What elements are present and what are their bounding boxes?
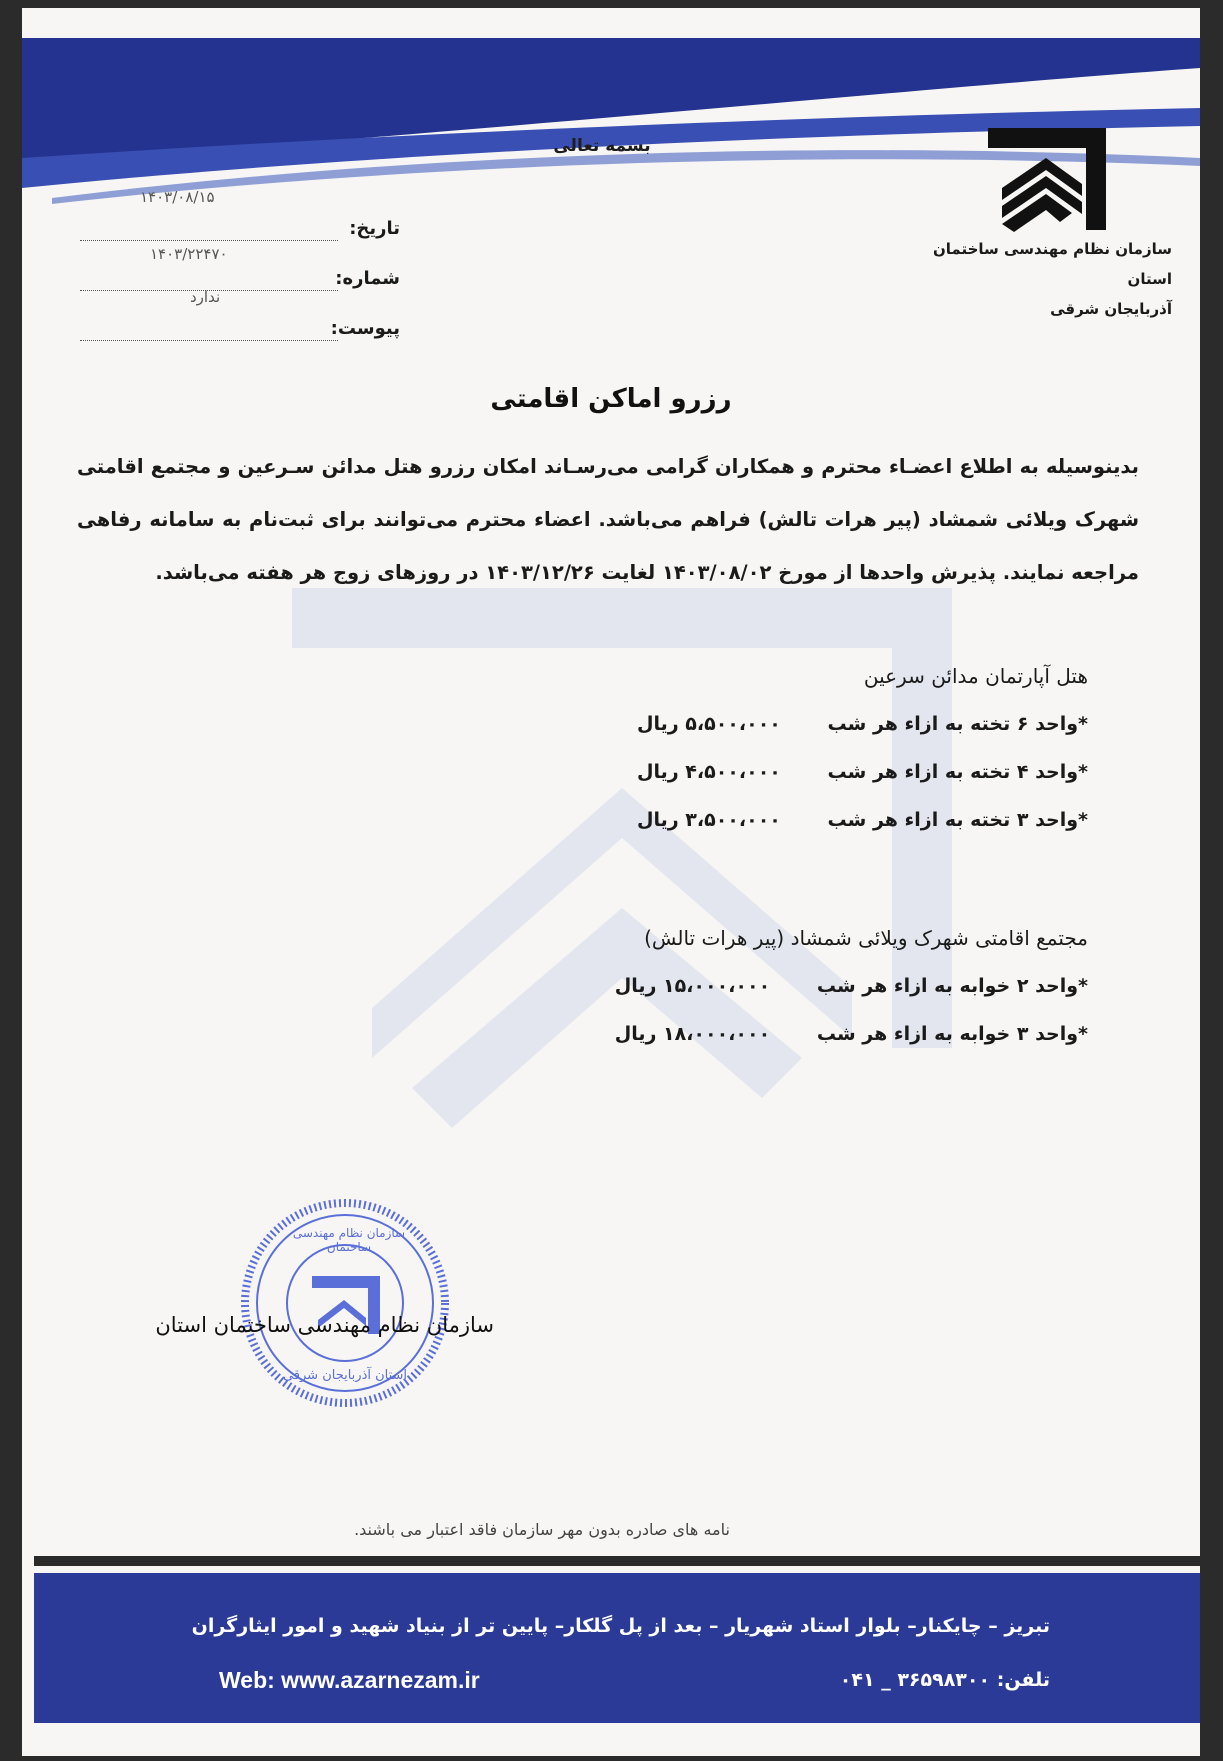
signer-name: سازمان نظام مهندسی ساختمان استان	[155, 1313, 494, 1337]
footer-phone: تلفن: ۳۶۵۹۸۳۰۰ _ ۰۴۱	[839, 1669, 1050, 1691]
organization-logo	[982, 118, 1112, 238]
stamp-text-bottom: استان آذربایجان شرقی	[282, 1368, 408, 1383]
unit-price: ۱۸،۰۰۰،۰۰۰ ریال	[614, 1023, 771, 1045]
footer-website: Web: www.azarnezam.ir	[219, 1667, 480, 1693]
attachment-label: پیوست:	[330, 318, 400, 339]
letter-body: بدینوسیله به اطلاع اعضـاء محترم و همکاران گرامی می‌رسـاند امکان رزرو هتل مدائن سـرعین و مجتمع اقامتی شهرک ویلائی شمشاد (پیر هرات تالش) فراهم می‌باشد. اعضاء محترم می‌توانند برای ثبت‌نام به سامانه رفاهی مراجعه نمایند. پذیرش واحدها از مورخ ۱۴۰۳/۰۸/۰۲ لغایت ۱۴۰۳/۱۲/۲۶ در روزهای زوج هر هفته می‌باشد.	[77, 455, 1139, 584]
villa-name: مجتمع اقامتی شهرک ویلائی شمشاد (پیر هرات تالش)	[644, 926, 1088, 950]
number-field	[80, 245, 400, 300]
footer-divider	[34, 1556, 1200, 1566]
hotel-unit-row	[637, 748, 1088, 796]
organization-name-line1: سازمان نظام مهندسی ساختمان استان	[933, 240, 1172, 288]
footer-address: تبریز – چایکنار– بلوار استاد شهریار – بعد از پل گلکار– پایین تر از بنیاد شهید و امور ایثارگران	[191, 1615, 1050, 1637]
attachment-value: ندارد	[190, 288, 221, 306]
unit-description: *واحد ۶ تخته به ازاء هر شب	[827, 713, 1088, 735]
villa-unit-row	[615, 1010, 1088, 1058]
number-label: شماره:	[335, 268, 400, 289]
unit-description: *واحد ۴ تخته به ازاء هر شب	[827, 761, 1088, 783]
hotel-unit-row	[637, 700, 1088, 748]
hotel-unit-row	[637, 796, 1088, 844]
letter-title: رزرو اماکن اقامتی	[490, 384, 732, 414]
unit-price: ۳،۵۰۰،۰۰۰ ریال	[636, 809, 781, 831]
organization-name	[912, 234, 1172, 324]
letter-sheet	[22, 8, 1200, 1756]
date-line	[80, 240, 338, 241]
unit-price: ۱۵،۰۰۰،۰۰۰ ریال	[614, 975, 771, 997]
hotel-section	[637, 652, 1088, 844]
attachment-line	[80, 340, 338, 341]
date-field	[80, 188, 400, 250]
letter-meta	[80, 188, 400, 350]
organization-name-line2: آذربایجان شرقی	[1050, 300, 1172, 318]
stamp-text-top: سازمان نظام مهندسی ساختمان	[292, 1226, 406, 1254]
unit-description: *واحد ۲ خوابه به ازاء هر شب	[816, 975, 1088, 997]
attachment-field	[80, 288, 400, 350]
unit-price: ۵،۵۰۰،۰۰۰ ریال	[636, 713, 781, 735]
date-label: تاریخ:	[349, 218, 400, 239]
unit-description: *واحد ۳ خوابه به ازاء هر شب	[816, 1023, 1088, 1045]
number-value: ۱۴۰۳/۲۲۴۷۰	[150, 245, 228, 263]
unit-description: *واحد ۳ تخته به ازاء هر شب	[827, 809, 1088, 831]
stamp-validity-notice: نامه های صادره بدون مهر سازمان فاقد اعتبار می باشند.	[354, 1520, 730, 1539]
footer	[34, 1573, 1200, 1723]
villa-unit-row	[615, 962, 1088, 1010]
unit-price: ۴،۵۰۰،۰۰۰ ریال	[636, 761, 781, 783]
hotel-name: هتل آپارتمان مدائن سرعین	[863, 664, 1088, 688]
bismillah: بسمه تعالی	[553, 136, 651, 156]
villa-section	[615, 914, 1088, 1058]
date-value: ۱۴۰۳/۰۸/۱۵	[140, 188, 215, 206]
